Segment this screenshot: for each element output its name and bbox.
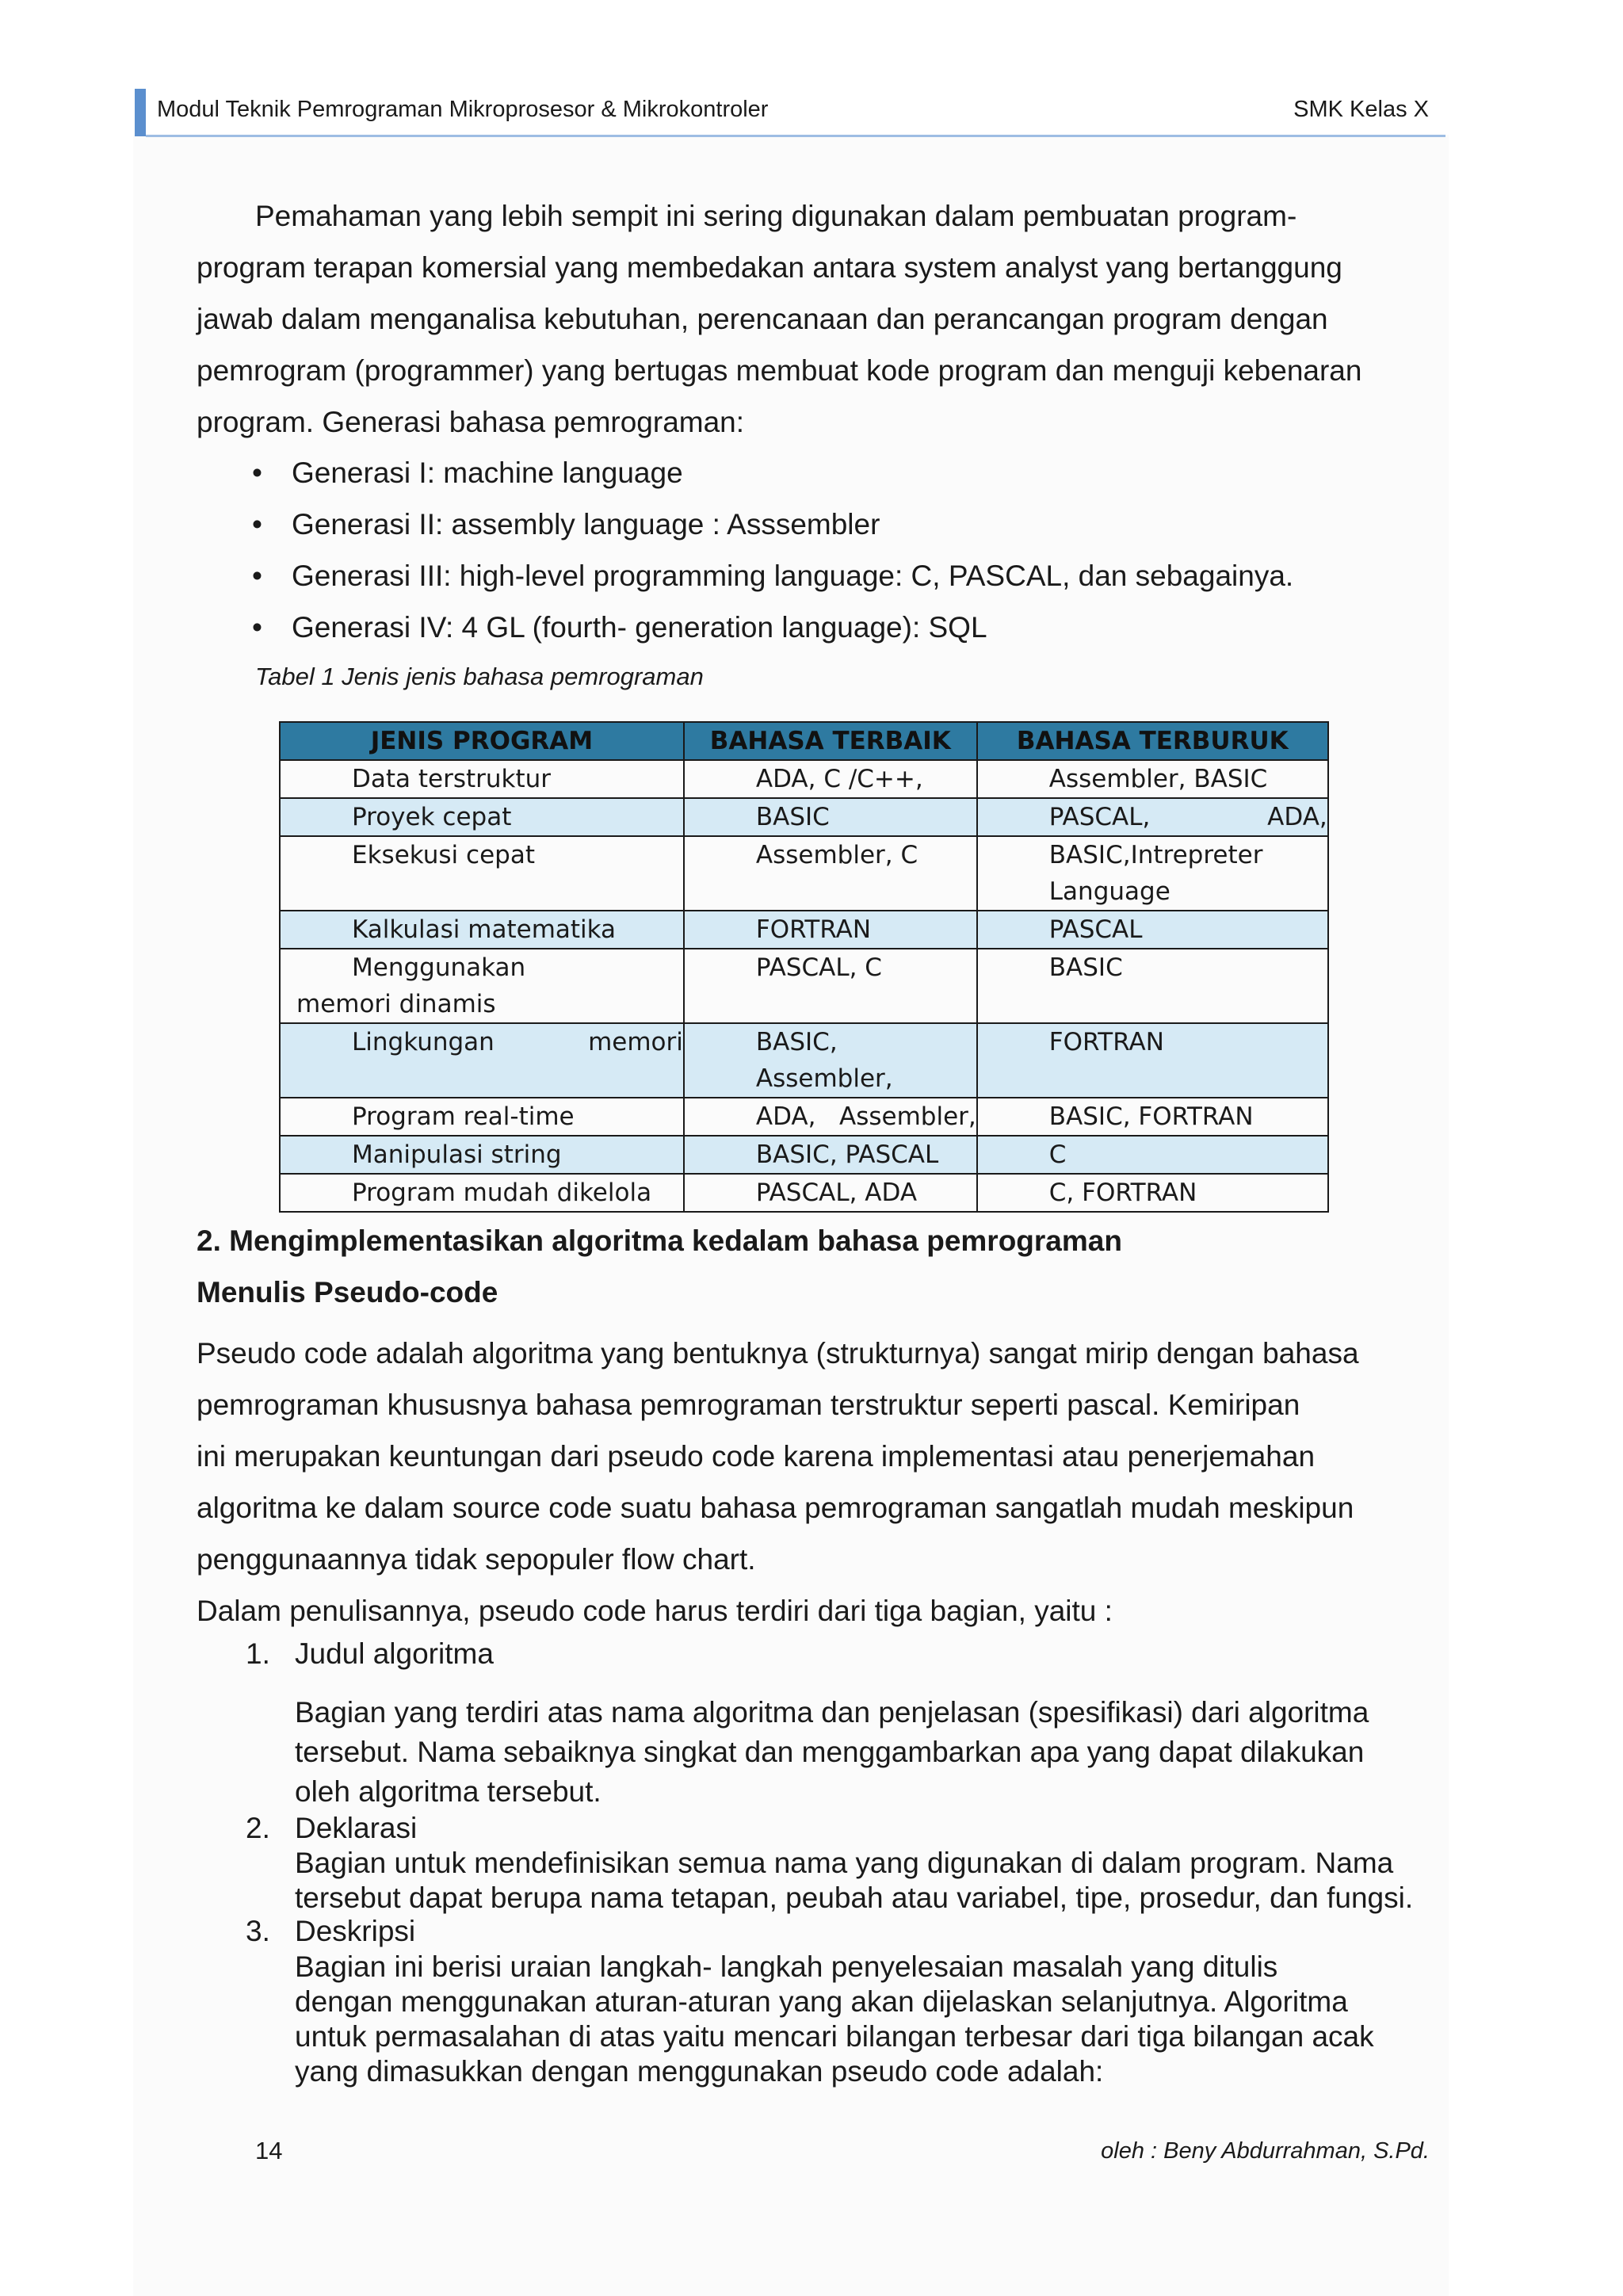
part-title: Deskripsi (295, 1915, 416, 1947)
language-table (279, 721, 1329, 1213)
description-line: yang dimasukkan dengan menggunakan pseudo code adalah: (295, 2055, 1104, 2088)
table-cell: Eksekusi cepat (280, 836, 684, 911)
paragraph-line: Dalam penulisannya, pseudo code harus terdiri dari tiga bagian, yaitu : (197, 1595, 1113, 1627)
table-cell: BASIC,Intrepreter Language (977, 836, 1328, 911)
intro-line: program. Generasi bahasa pemrograman: (197, 406, 745, 438)
table-cell: Manipulasi string (280, 1136, 684, 1174)
table-row (280, 1023, 1328, 1098)
column-header: BAHASA TERBURUK (977, 722, 1328, 760)
footer-author: oleh : Beny Abdurrahman, S.Pd. (1101, 2138, 1430, 2164)
table-cell: PASCAL, ADA, (977, 798, 1328, 836)
table-cell: BASIC, PASCAL (684, 1136, 977, 1174)
sub-heading: Menulis Pseudo-code (197, 1276, 498, 1308)
paragraph-line: ini merupakan keuntungan dari pseudo code karena implementasi atau penerjemahan (197, 1440, 1316, 1473)
description-line: tersebut dapat berupa nama tetapan, peubah atau variabel, tipe, prosedur, dan fungsi. (295, 1881, 1414, 1914)
section-heading: 2. Mengimplementasikan algoritma kedalam bahasa pemrograman (197, 1224, 1122, 1257)
table-cell: PASCAL (977, 911, 1328, 949)
table-cell: Menggunakan memori dinamis (280, 949, 684, 1023)
header-accent-bar (135, 89, 146, 136)
table-row (280, 1174, 1328, 1212)
list-item: • Generasi I: machine language (252, 447, 1293, 499)
list-item: • Generasi III: high-level programming language: C, PASCAL, dan sebagainya. (252, 550, 1293, 602)
table-row (280, 1098, 1328, 1136)
table-header-row (280, 722, 1328, 760)
header-divider (146, 135, 1445, 137)
description-line: Bagian yang terdiri atas nama algoritma dan penjelasan (spesifikasi) dari algoritma (295, 1696, 1369, 1729)
table-cell: FORTRAN (684, 911, 977, 949)
part-number: 1. (246, 1637, 270, 1670)
table-cell: Assembler, BASIC (977, 760, 1328, 798)
table-caption: Tabel 1 Jenis jenis bahasa pemrograman (255, 663, 704, 690)
description-line: tersebut. Nama sebaiknya singkat dan menggambarkan apa yang dapat dilakukan (295, 1736, 1365, 1768)
table-row (280, 949, 1328, 1023)
header-class: SMK Kelas X (1293, 97, 1429, 122)
generation-list (252, 447, 1293, 653)
table-cell: Program mudah dikelola (280, 1174, 684, 1212)
table-cell: BASIC (684, 798, 977, 836)
table-cell: C (977, 1136, 1328, 1174)
table-cell: BASIC (977, 949, 1328, 1023)
table-cell: Data terstruktur (280, 760, 684, 798)
header-title: Modul Teknik Pemrograman Mikroprosesor & Mikrokontroler (157, 97, 769, 122)
part-number: 3. (246, 1915, 270, 1947)
paragraph-line: penggunaannya tidak sepopuler flow chart. (197, 1543, 756, 1576)
table-cell: BASIC, Assembler, (684, 1023, 977, 1098)
intro-line: program terapan komersial yang membedakan antara system analyst yang bertanggung (197, 251, 1342, 284)
part-title: Deklarasi (295, 1812, 418, 1844)
column-header: JENIS PROGRAM (280, 722, 684, 760)
table-cell: PASCAL, ADA (684, 1174, 977, 1212)
list-item: • Generasi II: assembly language : Asssembler (252, 499, 1293, 550)
part-title: Judul algoritma (295, 1637, 494, 1670)
paragraph-line: Pseudo code adalah algoritma yang bentuknya (strukturnya) sangat mirip dengan bahasa (197, 1337, 1359, 1370)
table-cell: BASIC, FORTRAN (977, 1098, 1328, 1136)
column-header: BAHASA TERBAIK (684, 722, 977, 760)
intro-line: Pemahaman yang lebih sempit ini sering digunakan dalam pembuatan program- (255, 200, 1297, 232)
table-cell: Kalkulasi matematika (280, 911, 684, 949)
table-cell: Assembler, C (684, 836, 977, 911)
description-line: Bagian untuk mendefinisikan semua nama yang digunakan di dalam program. Nama (295, 1847, 1394, 1879)
page-number: 14 (255, 2137, 283, 2164)
table-row (280, 760, 1328, 798)
table-cell: ADA, C /C++, (684, 760, 977, 798)
table-cell: Proyek cepat (280, 798, 684, 836)
description-line: Bagian ini berisi uraian langkah- langkah penyelesaian masalah yang ditulis (295, 1950, 1278, 1983)
paragraph-line: algoritma ke dalam source code suatu bahasa pemrograman sangatlah mudah meskipun (197, 1492, 1354, 1524)
table-cell: Program real-time (280, 1098, 684, 1136)
table-row (280, 798, 1328, 836)
description-line: dengan menggunakan aturan-aturan yang akan dijelaskan selanjutnya. Algoritma (295, 1985, 1348, 2018)
intro-line: pemrogram (programmer) yang bertugas membuat kode program dan menguji kebenaran (197, 354, 1362, 387)
list-item: • Generasi IV: 4 GL (fourth- generation language): SQL (252, 602, 1293, 653)
part-number: 2. (246, 1812, 270, 1844)
description-line: oleh algoritma tersebut. (295, 1775, 601, 1808)
table-row (280, 911, 1328, 949)
description-line: untuk permasalahan di atas yaitu mencari bilangan terbesar dari tiga bilangan acak (295, 2020, 1374, 2053)
intro-line: jawab dalam menganalisa kebutuhan, perencanaan dan perancangan program dengan (197, 303, 1328, 335)
table-row (280, 1136, 1328, 1174)
table-row (280, 836, 1328, 911)
table-cell: C, FORTRAN (977, 1174, 1328, 1212)
table-cell: FORTRAN (977, 1023, 1328, 1098)
table-cell: ADA, Assembler, (684, 1098, 977, 1136)
paragraph-line: pemrograman khususnya bahasa pemrograman terstruktur seperti pascal. Kemiripan (197, 1389, 1300, 1421)
table-cell: Lingkungan memori (280, 1023, 684, 1098)
table-cell: PASCAL, C (684, 949, 977, 1023)
